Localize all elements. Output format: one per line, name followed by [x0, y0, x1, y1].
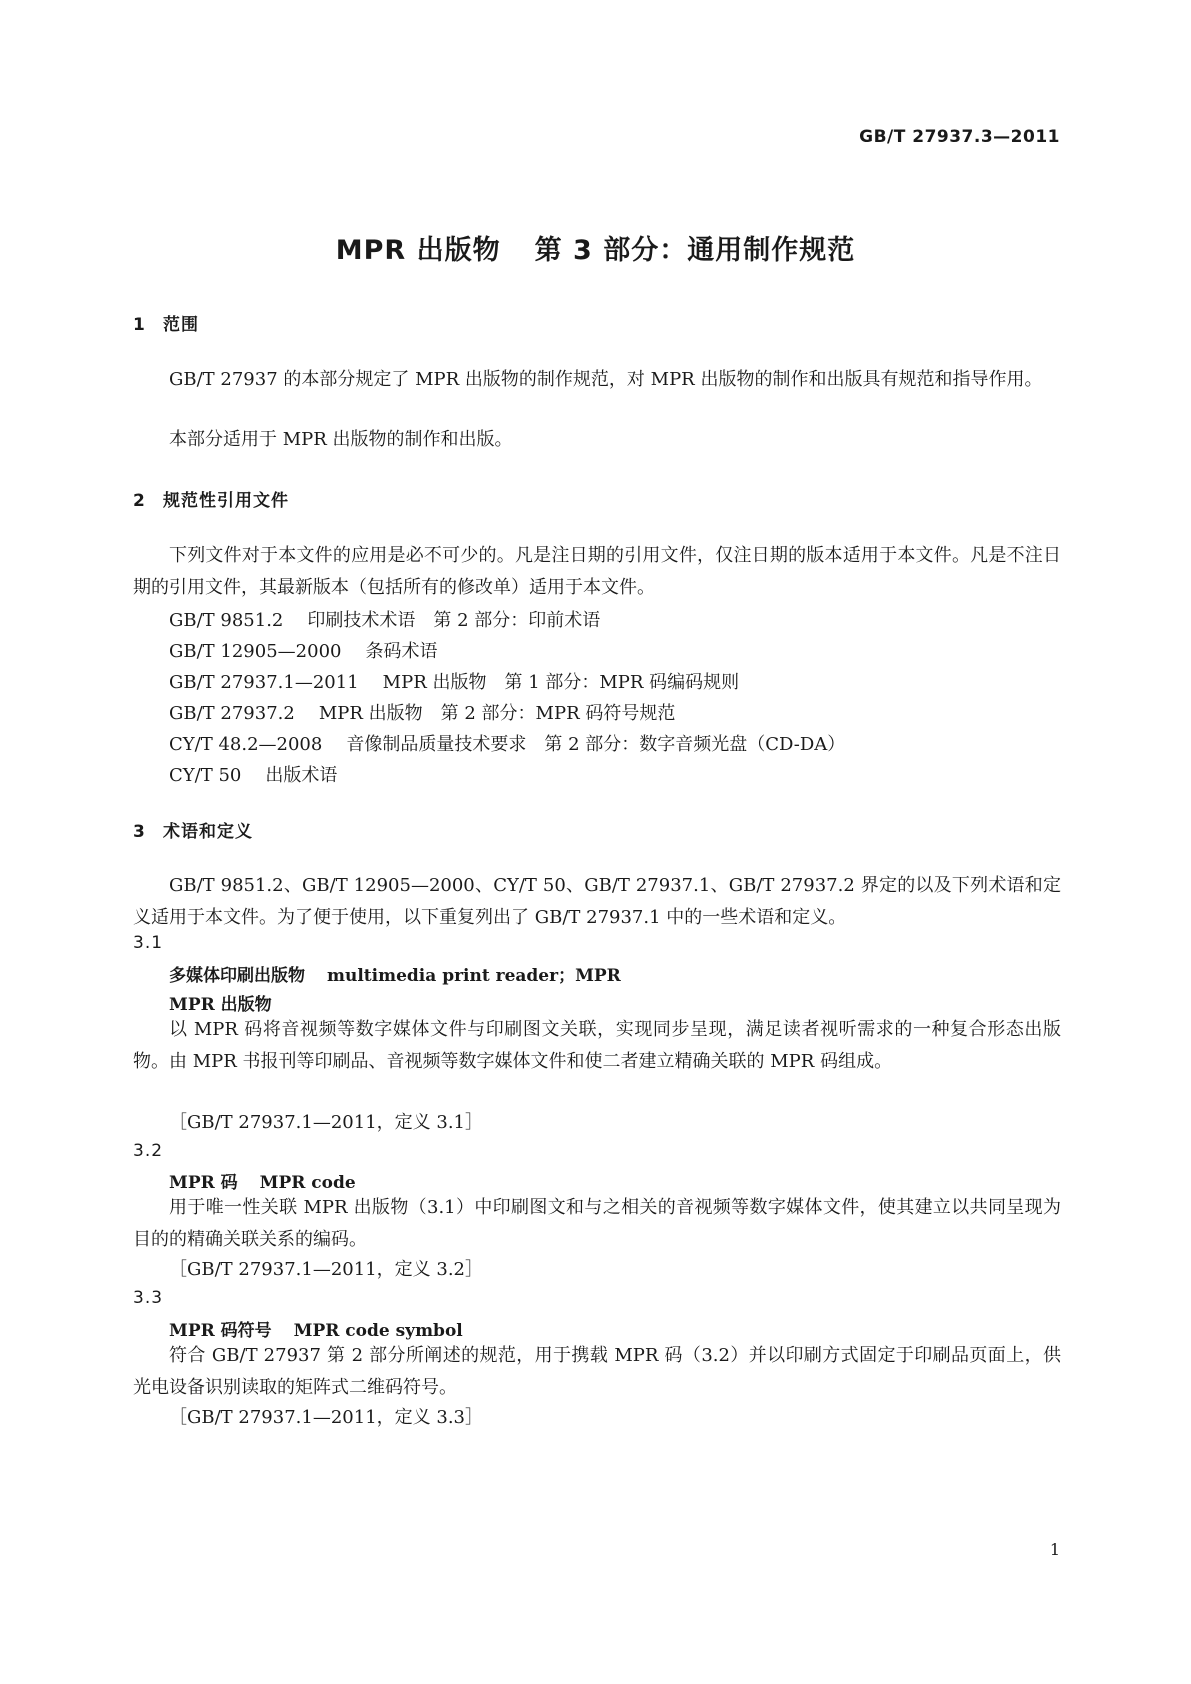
term-english: MPR code symbol [293, 1321, 463, 1341]
reference-code: GB/T 27937.1—2011 [169, 672, 359, 693]
term-number: 3.2 [133, 1141, 164, 1161]
reference-name: MPR 出版物 第 2 部分：MPR 码符号规范 [318, 703, 676, 724]
reference-name: 条码术语 [365, 641, 438, 662]
reference-name: 出版术语 [265, 765, 338, 786]
reference-name: MPR 出版物 第 1 部分：MPR 码编码规则 [382, 672, 740, 693]
term-source: ［GB/T 27937.1—2011，定义 3.3］ [169, 1407, 483, 1428]
term-alternate: MPR 出版物 [169, 995, 272, 1015]
reference-item [169, 730, 845, 756]
document-title [0, 228, 1191, 267]
section-number: 3 [133, 822, 146, 842]
section-1-paragraph-1: GB/T 27937 的本部分规定了 MPR 出版物的制作规范，对 MPR 出版物的制作和出版具有规范和指导作用。 [169, 369, 1043, 390]
term-title [169, 961, 621, 986]
section-1-paragraph-2: 本部分适用于 MPR 出版物的制作和出版。 [169, 429, 513, 450]
term-chinese: 多媒体印刷出版物 [169, 966, 305, 986]
reference-item [169, 606, 600, 632]
reference-code: GB/T 12905—2000 [169, 641, 342, 662]
section-2-paragraph-1: 下列文件对于本文件的应用是必不可少的。凡是注日期的引用文件，仅注日期的版本适用于本文件。凡是不注日期的引用文件，其最新版本（包括所有的修改单）适用于本文件。 [133, 545, 1061, 598]
term-chinese: MPR 码符号 [169, 1321, 272, 1341]
section-2-heading [133, 486, 289, 511]
section-1-heading [133, 310, 199, 335]
standard-code: GB/T 27937.3—2011 [859, 127, 1060, 147]
term-source: ［GB/T 27937.1—2011，定义 3.1］ [169, 1112, 483, 1133]
reference-code: GB/T 9851.2 [169, 610, 284, 631]
term-english: multimedia print reader；MPR [327, 966, 621, 986]
term-number: 3.1 [133, 933, 164, 953]
section-3-heading [133, 817, 253, 842]
reference-item [169, 637, 437, 663]
reference-code: GB/T 27937.2 [169, 703, 295, 724]
reference-item [169, 761, 337, 787]
term-source: ［GB/T 27937.1—2011，定义 3.2］ [169, 1259, 483, 1280]
section-number: 1 [133, 315, 146, 335]
reference-item [169, 699, 675, 725]
section-title: 范围 [163, 315, 199, 335]
reference-name: 音像制品质量技术要求 第 2 部分：数字音频光盘（CD-DA） [346, 734, 846, 755]
reference-name: 印刷技术术语 第 2 部分：印前术语 [307, 610, 601, 631]
title-part-b: 第 3 部分：通用制作规范 [534, 235, 856, 266]
reference-code: CY/T 50 [169, 765, 242, 786]
title-part-a: MPR 出版物 [335, 235, 501, 266]
section-3-paragraph-1: GB/T 9851.2、GB/T 12905—2000、CY/T 50、GB/T 27937.1、GB/T 27937.2 界定的以及下列术语和定义适用于本文件。为了便于使用，以下重复列出了 GB/T 27937.1 中的一些术语和定义。 [133, 875, 1061, 928]
term-number: 3.3 [133, 1288, 164, 1308]
term-chinese: MPR 码 [169, 1173, 238, 1193]
term-title [169, 1316, 463, 1341]
term-definition: 用于唯一性关联 MPR 出版物（3.1）中印刷图文和与之相关的音视频等数字媒体文件，使其建立以共同呈现为目的的精确关联关系的编码。 [133, 1197, 1061, 1250]
section-title: 术语和定义 [163, 822, 253, 842]
reference-item [169, 668, 739, 694]
term-english: MPR code [259, 1173, 356, 1193]
section-number: 2 [133, 491, 146, 511]
term-definition: 符合 GB/T 27937 第 2 部分所阐述的规范，用于携载 MPR 码（3.2）并以印刷方式固定于印刷品页面上，供光电设备识别读取的矩阵式二维码符号。 [133, 1345, 1061, 1398]
term-definition: 以 MPR 码将音视频等数字媒体文件与印刷图文关联，实现同步呈现，满足读者视听需求的一种复合形态出版物。由 MPR 书报刊等印刷品、音视频等数字媒体文件和使二者建立精确关联的 MPR 码组成。 [133, 1019, 1061, 1072]
page-number: 1 [1049, 1540, 1060, 1559]
section-title: 规范性引用文件 [163, 491, 289, 511]
reference-code: CY/T 48.2—2008 [169, 734, 323, 755]
term-title [169, 1168, 356, 1193]
